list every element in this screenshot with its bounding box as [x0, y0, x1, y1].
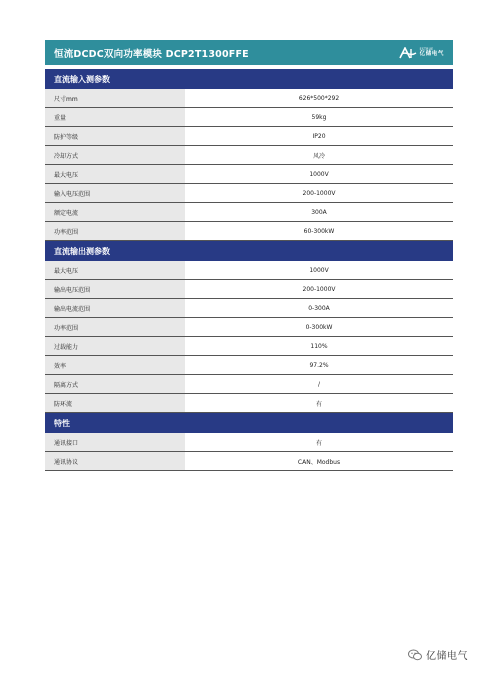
document-title: 恒流DCDC双向功率模块 DCP2T1300FFE: [54, 48, 249, 60]
spec-sheet: [45, 40, 453, 471]
param-label: 功率范围: [45, 222, 185, 240]
table-row: [45, 89, 453, 108]
param-label: 冷却方式: [45, 146, 185, 164]
param-value: 60-300kW: [185, 222, 453, 240]
param-label: 输入电压范围: [45, 184, 185, 202]
param-value: 1000V: [185, 165, 453, 183]
param-value: 有: [185, 433, 453, 451]
param-label: 功率范围: [45, 318, 185, 336]
param-value: 200-1000V: [185, 280, 453, 298]
param-value: 0-300A: [185, 299, 453, 317]
param-label: 效率: [45, 356, 185, 374]
company-logo: [399, 47, 444, 59]
param-label: 过载能力: [45, 337, 185, 355]
watermark-text: 亿储电气: [426, 651, 468, 662]
param-label: 最大电压: [45, 261, 185, 279]
table-row: [45, 394, 453, 413]
table-row: [45, 184, 453, 203]
param-label: 防环流: [45, 394, 185, 412]
param-label: 输出电流范围: [45, 299, 185, 317]
param-value: 626*500*292: [185, 89, 453, 107]
table-row: [45, 108, 453, 127]
param-label: 防护等级: [45, 127, 185, 145]
param-label: 尺寸mm: [45, 89, 185, 107]
watermark: [408, 647, 468, 662]
param-value: 有: [185, 394, 453, 412]
param-value: 59kg: [185, 108, 453, 126]
table-row: [45, 433, 453, 452]
param-label: 重量: [45, 108, 185, 126]
table-row: [45, 452, 453, 471]
section-output-heading: 直流输出测参数: [45, 241, 453, 261]
table-row: [45, 127, 453, 146]
param-label: 最大电压: [45, 165, 185, 183]
table-row: [45, 318, 453, 337]
section-input-heading: 直流输入测参数: [45, 69, 453, 89]
table-row: [45, 375, 453, 394]
param-value: 97.2%: [185, 356, 453, 374]
param-value: IP20: [185, 127, 453, 145]
logo-chinese: 亿储电气: [419, 50, 444, 57]
table-row: [45, 280, 453, 299]
param-label: 输出电压范围: [45, 280, 185, 298]
table-row: [45, 337, 453, 356]
title-bar: [45, 40, 453, 65]
table-row: [45, 203, 453, 222]
param-value: /: [185, 375, 453, 393]
table-row: [45, 299, 453, 318]
param-value: 300A: [185, 203, 453, 221]
param-label: 通讯接口: [45, 433, 185, 451]
param-value: 200-1000V: [185, 184, 453, 202]
param-value: 风冷: [185, 146, 453, 164]
param-label: 隔离方式: [45, 375, 185, 393]
logo-mark-icon: [399, 47, 417, 59]
table-row: [45, 356, 453, 375]
param-label: 通讯协议: [45, 452, 185, 470]
param-label: 额定电流: [45, 203, 185, 221]
logo-english: ESTRUE: [419, 46, 434, 51]
section-features-heading: 特性: [45, 413, 453, 433]
wechat-icon: [408, 649, 422, 661]
table-row: [45, 146, 453, 165]
table-row: [45, 165, 453, 184]
table-row: [45, 222, 453, 241]
param-value: 1000V: [185, 261, 453, 279]
table-row: [45, 261, 453, 280]
param-value: CAN、Modbus: [185, 452, 453, 470]
param-value: 0-300kW: [185, 318, 453, 336]
param-value: 110%: [185, 337, 453, 355]
